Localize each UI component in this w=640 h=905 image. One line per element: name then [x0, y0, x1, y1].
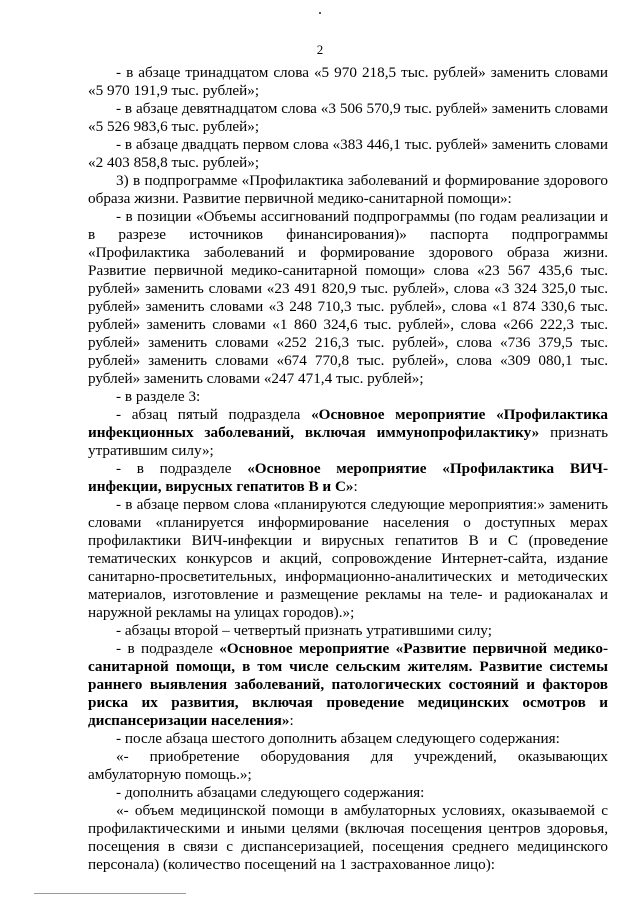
text-run: признать утратившим силу»;	[88, 424, 608, 459]
paragraph	[88, 64, 608, 100]
text-run: - в разделе 3:	[116, 388, 201, 405]
paragraph	[88, 208, 608, 388]
text-run: :	[289, 712, 294, 729]
text-run: - в абзаце первом слова «планируются следующие мероприятия:» заменить словами «планируется информирование населения о доступных мерах профилактики ВИЧ-инфекции и вирусных гепатитов В и С (проведение тематических конкурсов и акций, сопровождение Интернет-сайта, издание санитарно-просветительных, информационно-аналитических и методических материалов, изготовление и размещение рекламы на теле- и радиоканалах и наружной рекламы на улицах городов).»;	[88, 496, 608, 621]
text-run: - в абзаце тринадцатом слова «5 970 218,5 тыс. рублей» заменить словами «5 970 191,9 тыс. рублей»;	[88, 64, 608, 99]
paragraph	[88, 172, 608, 208]
text-run: - в абзаце девятнадцатом слова «3 506 570,9 тыс. рублей» заменить словами «5 526 983,6 тыс. рублей»;	[88, 100, 608, 135]
paragraph	[88, 388, 608, 406]
text-run: - в позиции «Объемы ассигнований подпрограммы (по годам реализации и в разрезе источников финансирования)» паспорта подпрограммы «Профилактика заболеваний и формирование здорового образа жизни. Развитие первичной медико-санитарной помощи» слова «23 567 435,6 тыс. рублей» заменить словами «23 491 820,9 тыс. рублей», слова «3 324 325,0 тыс. рублей» заменить словами «3 248 710,3 тыс. рублей», слова «1 874 330,6 тыс. рублей» заменить словами «1 860 324,6 тыс. рублей», слова «266 222,3 тыс. рублей» заменить словами «252 216,3 тыс. рублей», слова «736 379,5 тыс. рублей» заменить словами «674 770,8 тыс. рублей», слова «309 080,1 тыс. рублей» заменить словами «247 471,4 тыс. рублей»;	[88, 208, 608, 387]
bold-text: «Основное мероприятие «Профилактика инфекционных заболеваний, включая иммунопрофилактику»	[88, 406, 608, 441]
text-run: 3) в подпрограмме «Профилактика заболеваний и формирование здорового образа жизни. Развитие первичной медико-санитарной помощи»:	[88, 172, 608, 207]
paragraph	[88, 622, 608, 640]
text-run: «- объем медицинской помощи в амбулаторных условиях, оказываемой с профилактическими и иными целями (включая посещения центров здоровья, посещения в связи с диспансеризацией, посещения среднего медицинского персонала) (количество посещений на 1 застрахованное лицо):	[88, 802, 608, 873]
paragraph	[88, 460, 608, 496]
paragraph	[88, 784, 608, 802]
bold-text: «Основное мероприятие «Развитие первичной медико-санитарной помощи, в том числе сельским жителям. Развитие системы раннего выявления заболеваний, патологических состояний и факторов риска их развития, включая проведение медицинских осмотров и диспансеризации населения»	[88, 640, 609, 729]
paragraph	[88, 802, 608, 874]
text-run: - дополнить абзацами следующего содержания:	[116, 784, 425, 801]
paragraph	[88, 730, 608, 748]
text-run: - после абзаца шестого дополнить абзацем следующего содержания:	[116, 730, 560, 747]
scan-mark	[319, 12, 321, 14]
footer-divider	[34, 893, 186, 894]
document-body	[88, 64, 608, 874]
text-run: - абзац пятый подраздела	[116, 406, 312, 423]
text-run: - в абзаце двадцать первом слова «383 446,1 тыс. рублей» заменить словами «2 403 858,8 тыс. рублей»;	[88, 136, 608, 171]
paragraph	[88, 100, 608, 136]
text-run: :	[353, 478, 358, 495]
paragraph	[88, 406, 608, 460]
paragraph	[88, 640, 608, 730]
bold-text: «Основное мероприятие «Профилактика ВИЧ-инфекции, вирусных гепатитов В и С»	[88, 460, 608, 495]
paragraph	[88, 136, 608, 172]
page-number: 2	[316, 42, 324, 57]
text-run: «- приобретение оборудования для учреждений, оказывающих амбулаторную помощь.»;	[88, 748, 608, 783]
paragraph	[88, 748, 608, 784]
text-run: - абзацы второй – четвертый признать утратившими силу;	[116, 622, 492, 639]
paragraph	[88, 496, 608, 622]
text-run: - в подразделе	[116, 460, 248, 477]
text-run: - в подразделе	[116, 640, 220, 657]
